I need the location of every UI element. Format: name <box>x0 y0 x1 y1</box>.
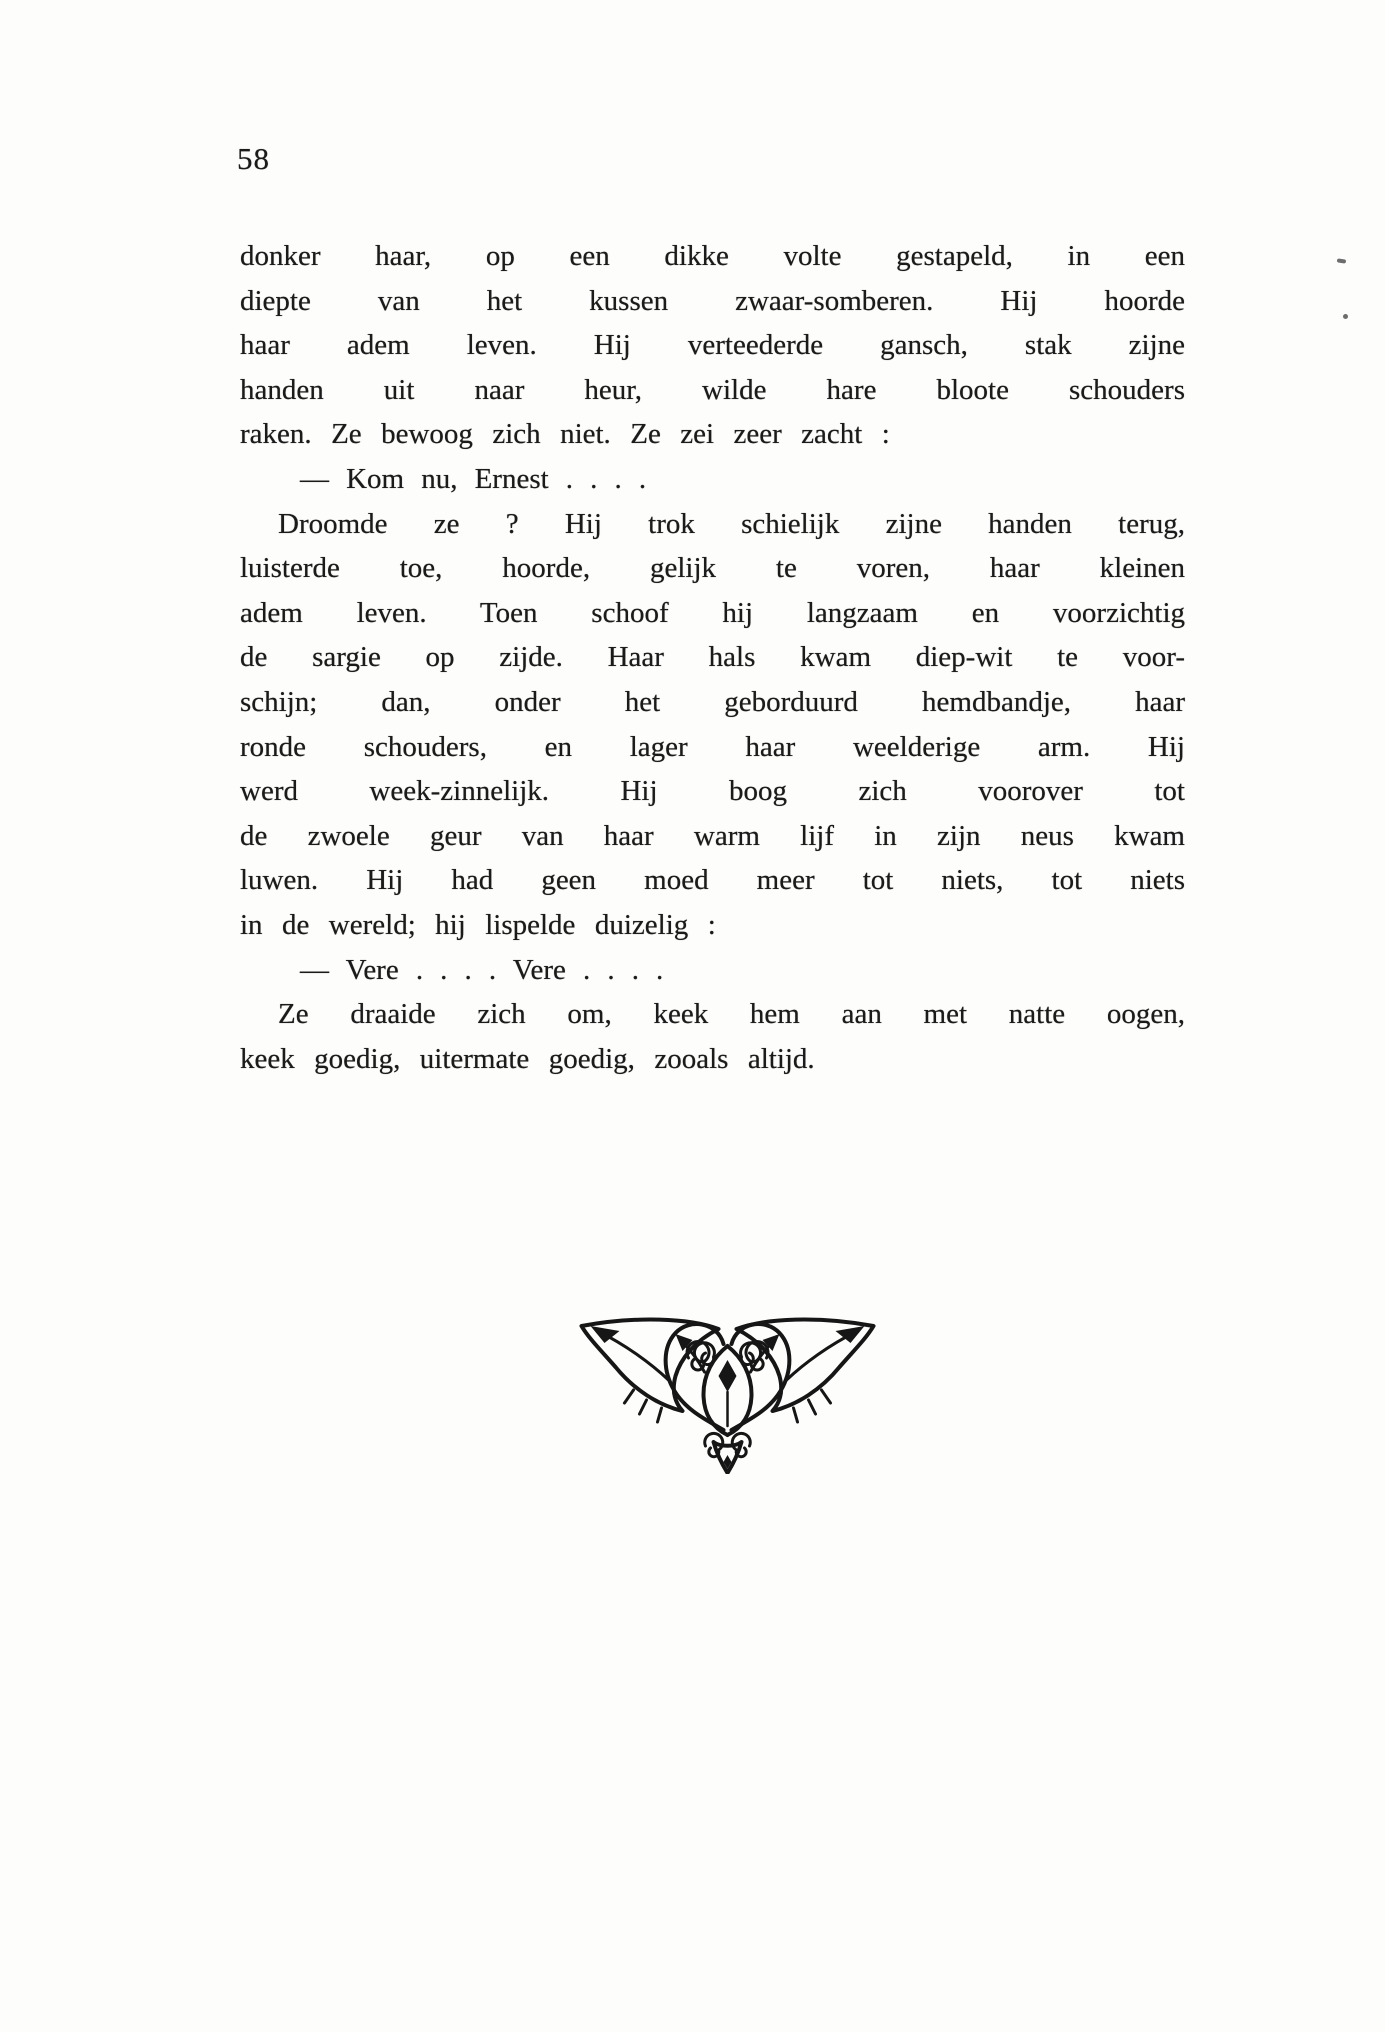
text-line: diepte van het kussen zwaar-somberen. Hij hoorde <box>240 284 1185 317</box>
text-line: Droomde ze ? Hij trok schielijk zijne handen terug, <box>278 507 1185 540</box>
text-line: werd week-zinnelijk. Hij boog zich voorover tot <box>240 775 1185 808</box>
scan-speck <box>1337 258 1346 263</box>
text-line: ronde schouders, en lager haar weelderige arm. Hij <box>240 730 1185 763</box>
text-line: luisterde toe, hoorde, gelijk te voren, haar kleinen <box>240 552 1185 585</box>
text-line: in de wereld; hij lispelde duizelig : <box>240 908 716 941</box>
dialogue-line: — Kom nu, Ernest . . . . <box>300 462 647 495</box>
body-text <box>240 234 1185 1081</box>
text-line: haar adem leven. Hij verteederde gansch, stak zijne <box>240 329 1185 362</box>
text-line: de sargie op zijde. Haar hals kwam diep-wit te voor- <box>240 641 1185 674</box>
scan-speck <box>1343 314 1348 319</box>
ornament-vignette-icon <box>577 1314 878 1474</box>
text-line: schijn; dan, onder het geborduurd hemdbandje, haar <box>240 685 1185 718</box>
page-number: 58 <box>237 141 270 176</box>
dialogue-line: — Vere . . . . Vere . . . . <box>300 953 664 986</box>
text-line: adem leven. Toen schoof hij langzaam en voorzichtig <box>240 596 1185 629</box>
text-line: handen uit naar heur, wilde hare bloote schouders <box>240 373 1185 406</box>
text-line: Ze draaide zich om, keek hem aan met natte oogen, <box>278 998 1185 1031</box>
text-line: raken. Ze bewoog zich niet. Ze zei zeer zacht : <box>240 418 890 451</box>
text-line: de zwoele geur van haar warm lijf in zijn neus kwam <box>240 819 1185 852</box>
text-line: keek goedig, uitermate goedig, zooals altijd. <box>240 1042 815 1075</box>
text-line: luwen. Hij had geen moed meer tot niets, tot niets <box>240 864 1185 897</box>
text-line: donker haar, op een dikke volte gestapeld, in een <box>240 240 1185 272</box>
